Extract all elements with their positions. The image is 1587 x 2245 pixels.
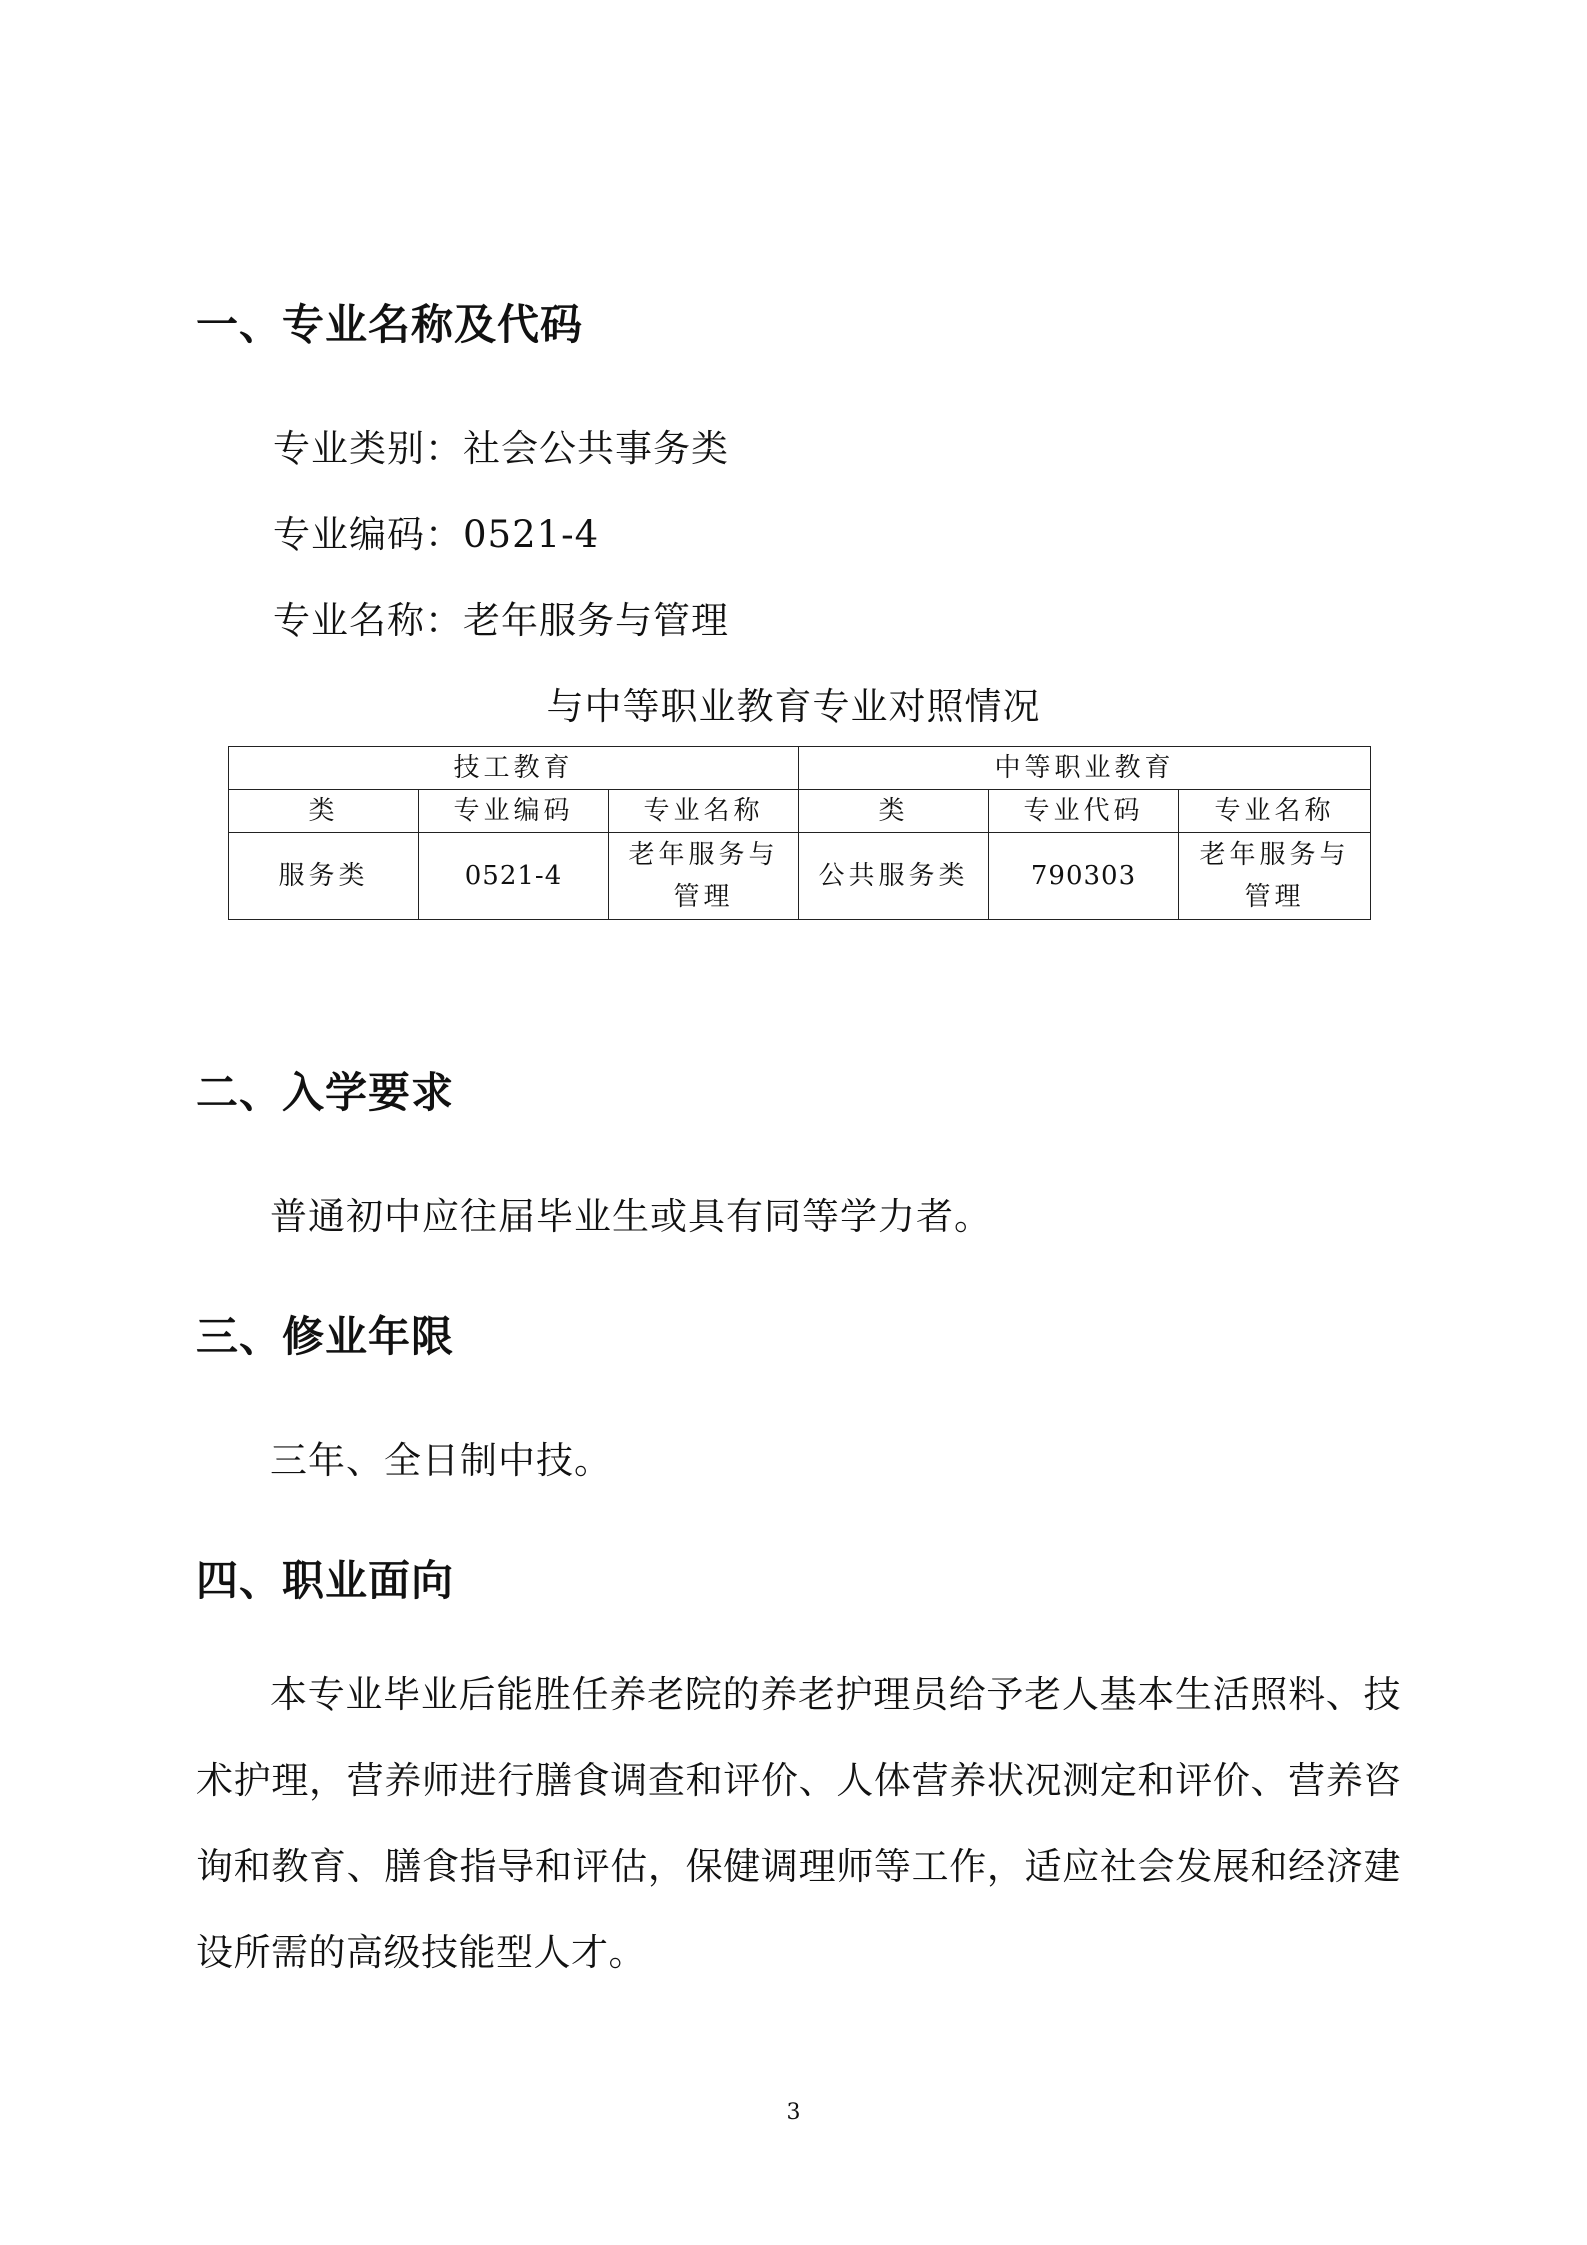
- table-cell: 老年服务与管理: [609, 833, 799, 920]
- group-header-secondary: 中等职业教育: [799, 747, 1371, 790]
- major-code-line: 专业编码：0521-4: [273, 513, 600, 556]
- admission-text: 普通初中应往届毕业生或具有同等学力者。: [270, 1195, 992, 1238]
- comparison-table: [228, 746, 1371, 920]
- header-cell: 类: [799, 790, 989, 833]
- table-row: [229, 833, 1371, 920]
- table-group-header-row: [229, 747, 1371, 790]
- header-cell: 专业编码: [419, 790, 609, 833]
- duration-text: 三年、全日制中技。: [270, 1439, 612, 1482]
- major-category-line: 专业类别：社会公共事务类: [273, 427, 729, 470]
- section-2-heading: 二、入学要求: [196, 1068, 455, 1117]
- table-cell: 0521-4: [419, 833, 609, 920]
- section-4-heading: 四、职业面向: [196, 1556, 455, 1605]
- header-cell: 专业代码: [989, 790, 1179, 833]
- career-paragraph: 本专业毕业后能胜任养老院的养老护理员给予老人基本生活照料、技术护理，营养师进行膳食调查和评价、人体营养状况测定和评价、营养咨询和教育、膳食指导和评估，保健调理师等工作，适应社会发展和经济建设所需的高级技能型人才。: [196, 1673, 1401, 1974]
- page-number: 3: [786, 2100, 801, 2125]
- table-cell: 公共服务类: [799, 833, 989, 920]
- section-3-heading: 三、修业年限: [196, 1312, 455, 1361]
- header-cell: 类: [229, 790, 419, 833]
- table-cell: 老年服务与管理: [1179, 833, 1371, 920]
- table-caption: 与中等职业教育专业对照情况: [546, 685, 1041, 728]
- major-name-line: 专业名称：老年服务与管理: [273, 599, 729, 642]
- group-header-technical: 技工教育: [229, 747, 799, 790]
- table-cell: 服务类: [229, 833, 419, 920]
- header-cell: 专业名称: [609, 790, 799, 833]
- section-1-heading: 一、专业名称及代码: [196, 300, 584, 349]
- table-cell: 790303: [989, 833, 1179, 920]
- header-cell: 专业名称: [1179, 790, 1371, 833]
- table-header-row: [229, 790, 1371, 833]
